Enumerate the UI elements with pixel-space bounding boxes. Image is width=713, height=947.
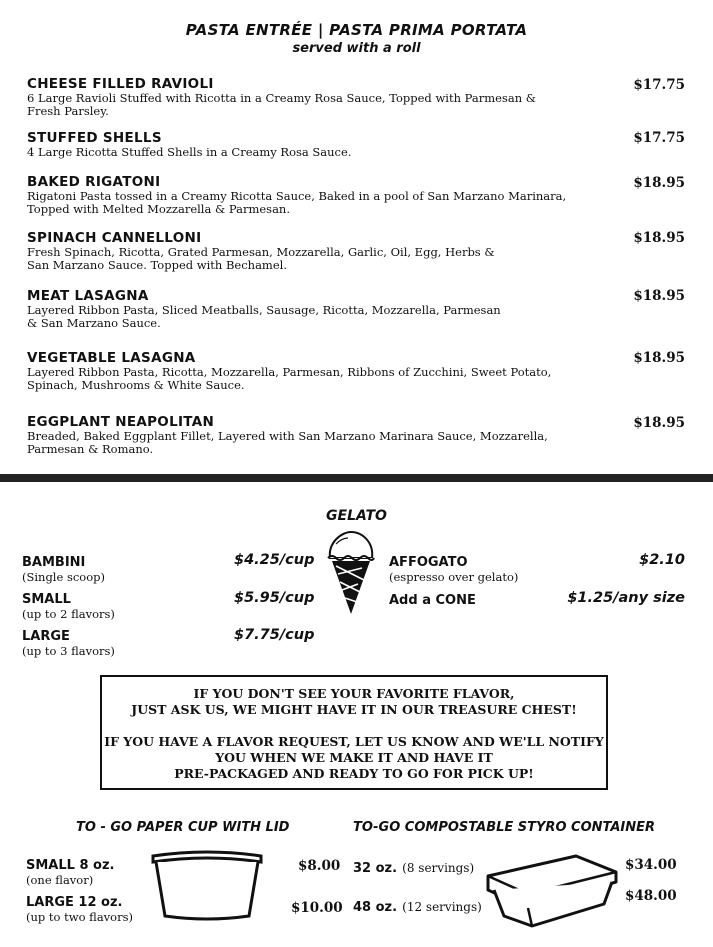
togo-styro-title: TO-GO COMPOSTABLE STYRO CONTAINER (353, 820, 656, 835)
gelato-size-name: SMALL (22, 592, 71, 607)
item-desc: Layered Ribbon Pasta, Sliced Meatballs, Sausage, Ricotta, Mozzarella, Parmesan (27, 303, 501, 317)
styro-container-icon (484, 850, 620, 930)
item-desc: Fresh Spinach, Ricotta, Grated Parmesan, Mozzarella, Garlic, Oil, Egg, Herbs & (27, 245, 495, 259)
cup-size-name: LARGE 12 oz. (26, 895, 123, 910)
item-price: $18.95 (633, 230, 685, 246)
gelato-size-name: LARGE (22, 629, 70, 644)
item-name: CHEESE FILLED RAVIOLI (27, 76, 214, 92)
styro-size-name: 32 oz. (353, 861, 398, 876)
cup-size-price: $10.00 (291, 900, 343, 916)
item-name: MEAT LASAGNA (27, 288, 149, 304)
list-item (27, 130, 587, 159)
item-desc: Breaded, Baked Eggplant Fillet, Layered with San Marzano Marinara Sauce, Mozzarella, (27, 429, 548, 443)
item-desc: Spinach, Mushrooms & White Sauce. (27, 378, 245, 392)
styro-size-price: $48.00 (625, 888, 677, 904)
cup-size-note: (one flavor) (26, 873, 94, 887)
list-item (353, 857, 474, 876)
gelato-extra-name: Add a CONE (389, 593, 476, 608)
list-item (22, 555, 105, 584)
item-price: $18.95 (633, 175, 685, 191)
notice-line: IF YOU DON'T SEE YOUR FAVORITE FLAVOR, (193, 686, 515, 701)
styro-size-name: 48 oz. (353, 900, 398, 915)
item-desc: 6 Large Ravioli Stuffed with Ricotta in a Creamy Rosa Sauce, Topped with Parmesan & (27, 91, 536, 105)
notice-line: JUST ASK US, WE MIGHT HAVE IT IN OUR TREASURE CHEST! (131, 702, 577, 717)
cup-size-note: (up to two flavors) (26, 910, 133, 924)
list-item (22, 592, 115, 621)
gelato-title: GELATO (326, 508, 387, 524)
item-price: $17.75 (633, 130, 685, 146)
item-desc: Layered Ribbon Pasta, Ricotta, Mozzarella, Parmesan, Ribbons of Zucchini, Sweet Potato, (27, 365, 552, 379)
item-price: $18.95 (633, 288, 685, 304)
item-name: VEGETABLE LASAGNA (27, 350, 196, 366)
list-item (22, 629, 115, 658)
gelato-size-note: (Single scoop) (22, 570, 105, 584)
item-desc: Parmesan & Romano. (27, 442, 154, 456)
styro-servings: (8 servings) (402, 861, 475, 875)
notice-box (100, 675, 608, 790)
list-item (27, 174, 587, 216)
item-desc: San Marzano Sauce. Topped with Bechamel. (27, 258, 287, 272)
notice-line: PRE-PACKAGED AND READY TO GO FOR PICK UP! (174, 766, 534, 781)
list-item (27, 230, 587, 272)
item-desc: Rigatoni Pasta tossed in a Creamy Ricotta Sauce, Baked in a pool of San Marzano Marinara, (27, 189, 567, 203)
item-name: STUFFED SHELLS (27, 130, 162, 146)
item-desc: Fresh Parsley. (27, 104, 109, 118)
cup-size-name: SMALL 8 oz. (26, 858, 115, 873)
list-item (27, 414, 587, 456)
pasta-title: PASTA ENTRÉE | PASTA PRIMA PORTATA (185, 21, 528, 39)
notice-line: YOU WHEN WE MAKE IT AND HAVE IT (215, 750, 493, 765)
ice-cream-cone-icon (326, 528, 376, 618)
section-divider (0, 474, 713, 482)
item-price: $17.75 (633, 77, 685, 93)
list-item (389, 555, 518, 584)
styro-servings: (12 servings) (402, 900, 482, 914)
paper-cup-icon (149, 850, 265, 922)
gelato-extra-note: (espresso over gelato) (389, 570, 519, 584)
item-desc: Topped with Melted Mozzarella & Parmesan. (27, 202, 290, 216)
gelato-size-price: $7.75/cup (234, 627, 315, 643)
gelato-extra-price: $2.10 (639, 552, 685, 568)
gelato-extra-name: AFFOGATO (389, 555, 468, 570)
cup-size-price: $8.00 (298, 858, 341, 874)
gelato-size-note: (up to 2 flavors) (22, 607, 115, 621)
list-item (27, 76, 587, 118)
item-name: BAKED RIGATONI (27, 174, 161, 190)
gelato-size-price: $4.25/cup (234, 552, 315, 568)
pasta-subtitle: served with a roll (292, 41, 421, 56)
list-item (26, 858, 114, 887)
gelato-extra-price: $1.25/any size (567, 590, 685, 606)
item-desc: 4 Large Ricotta Stuffed Shells in a Creamy Rosa Sauce. (27, 145, 352, 159)
list-item (389, 593, 476, 608)
gelato-size-price: $5.95/cup (234, 590, 315, 606)
item-desc: & San Marzano Sauce. (27, 316, 161, 330)
styro-size-price: $34.00 (625, 857, 677, 873)
togo-cup-title: TO - GO PAPER CUP WITH LID (76, 820, 290, 835)
item-price: $18.95 (633, 350, 685, 366)
list-item (353, 896, 482, 915)
list-item (26, 895, 133, 924)
notice-line: IF YOU HAVE A FLAVOR REQUEST, LET US KNOW AND WE'LL NOTIFY (104, 734, 604, 749)
list-item (27, 350, 587, 392)
item-name: EGGPLANT NEAPOLITAN (27, 414, 215, 430)
gelato-size-note: (up to 3 flavors) (22, 644, 115, 658)
gelato-size-name: BAMBINI (22, 555, 86, 570)
list-item (27, 288, 587, 330)
item-price: $18.95 (633, 415, 685, 431)
item-name: SPINACH CANNELLONI (27, 230, 202, 246)
